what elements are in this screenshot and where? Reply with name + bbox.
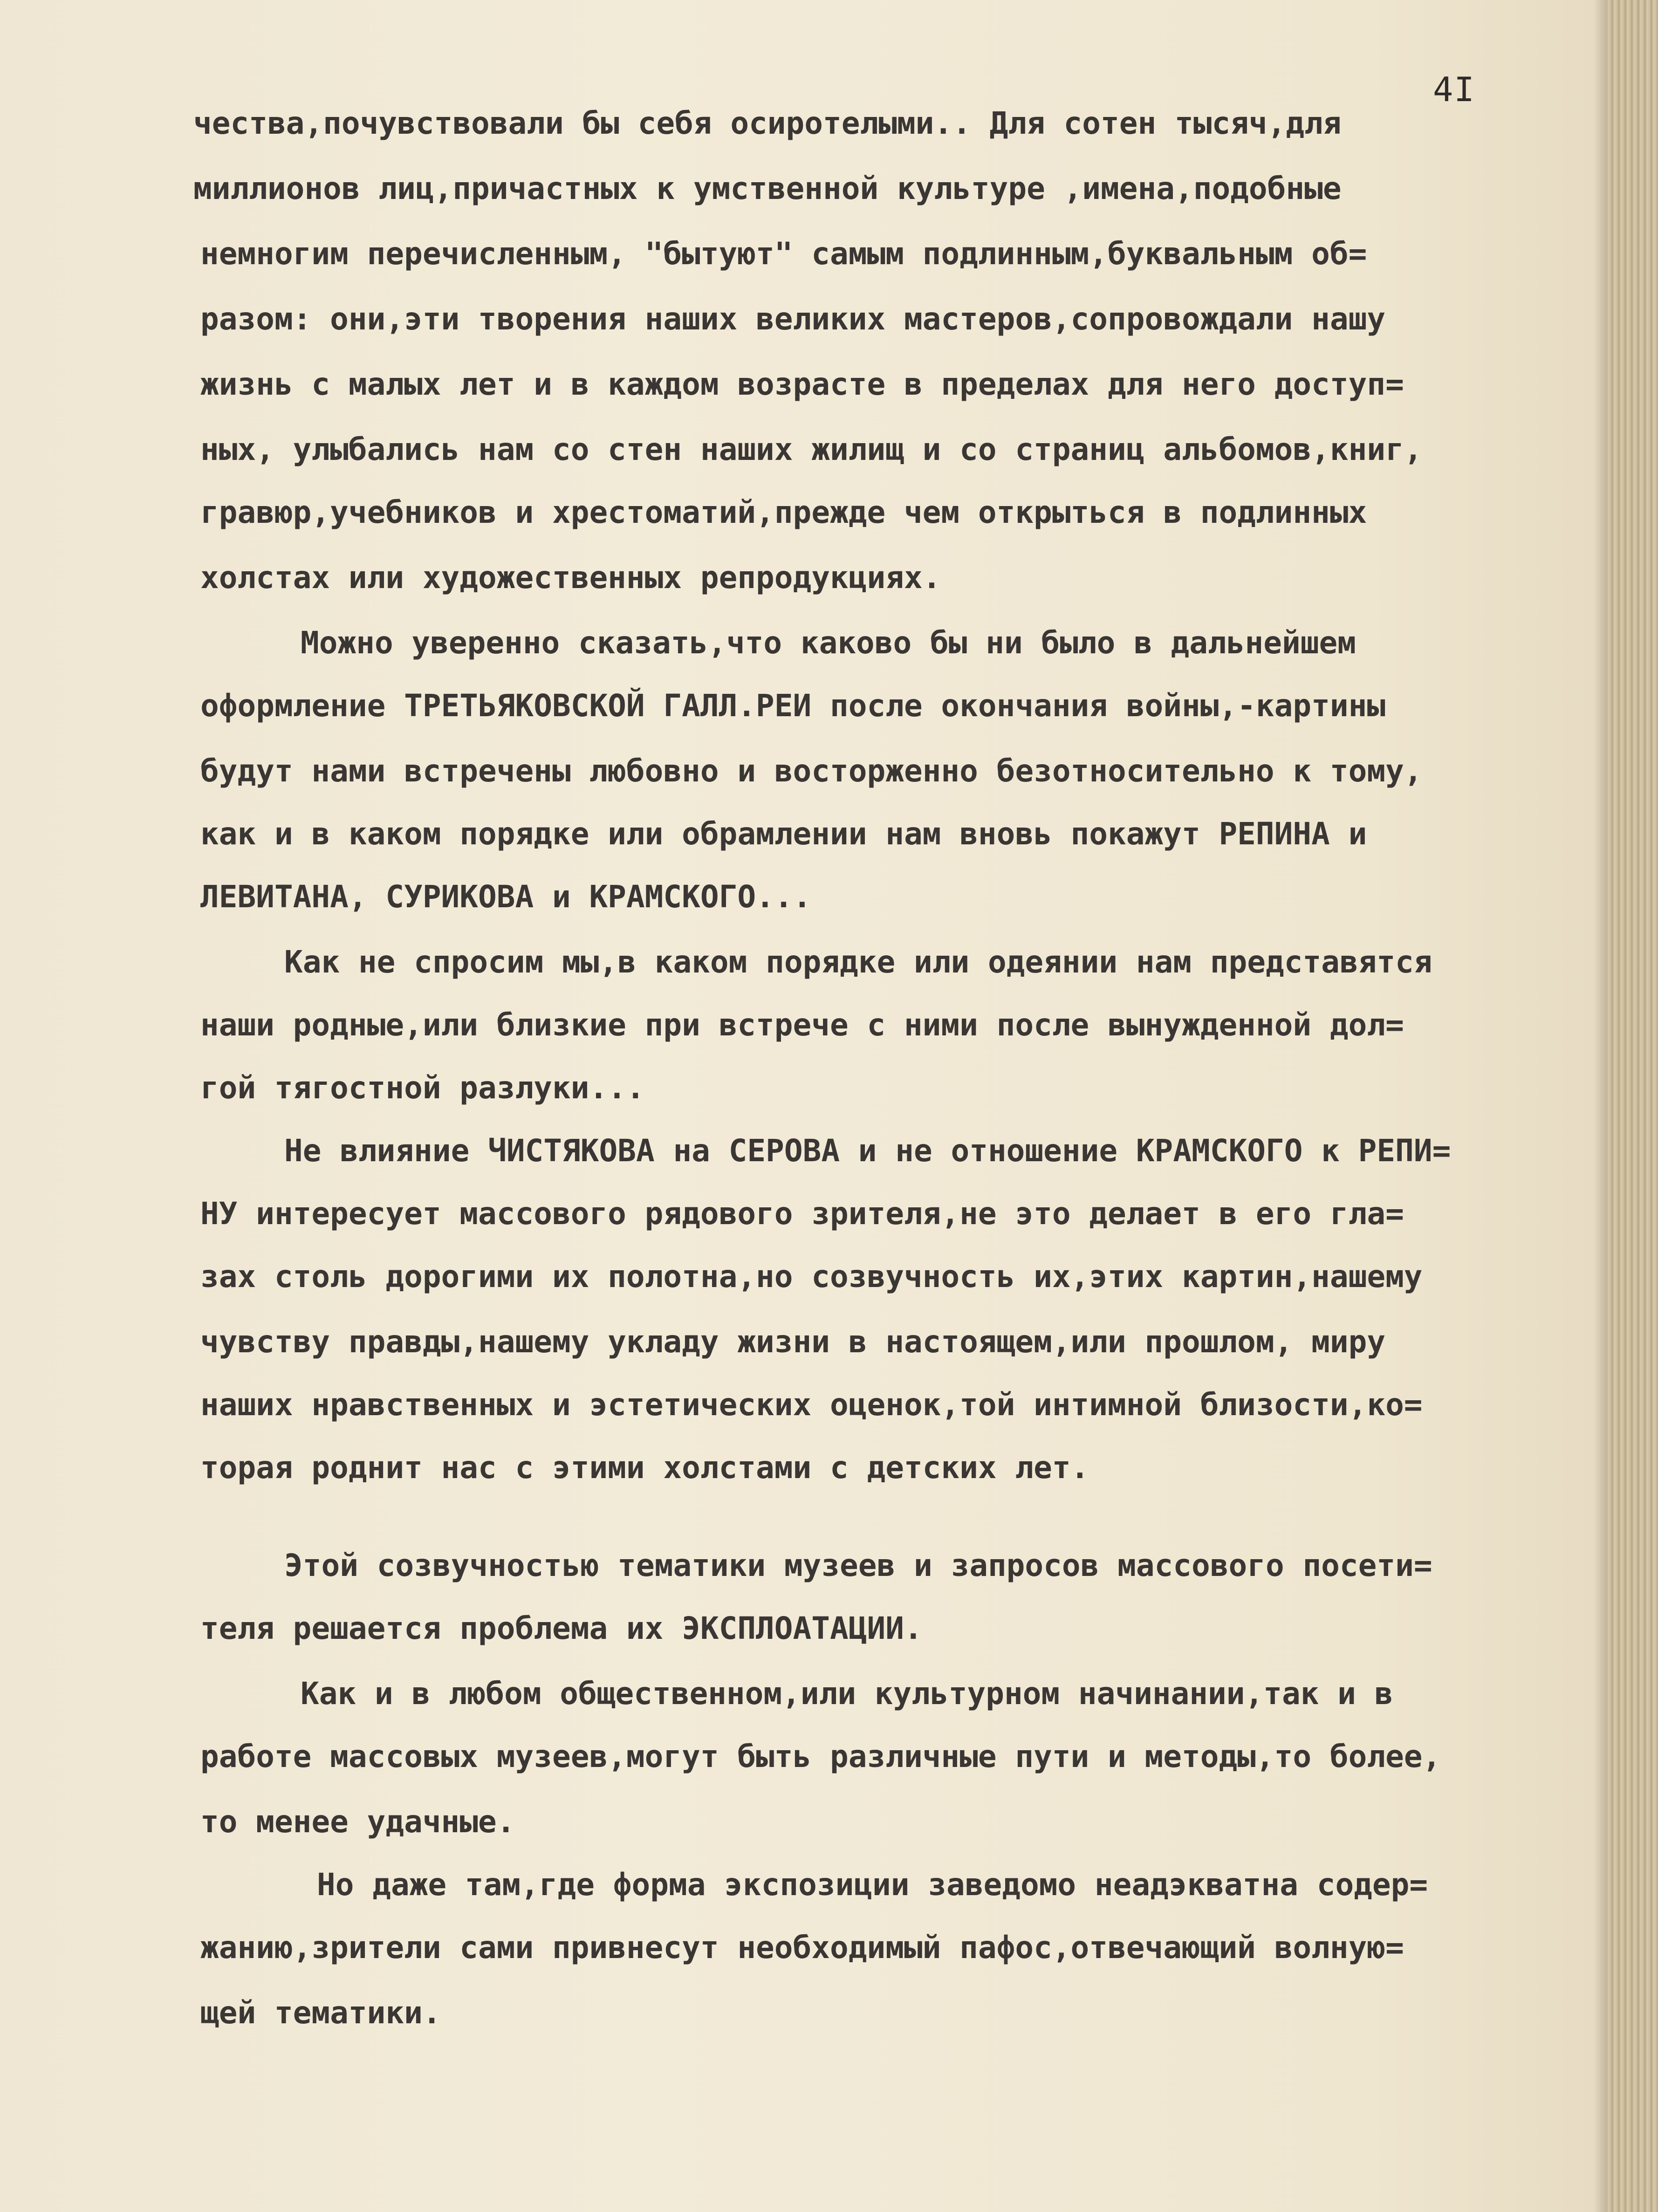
text-line: оформление ТРЕТЬЯКОВСКОЙ ГАЛЛ.РЕИ после окончания войны,-картины [200, 688, 1386, 724]
text-line: наши родные,или близкие при встрече с ними после вынужденной дол= [200, 1007, 1404, 1043]
page-number: 4I [1433, 70, 1475, 109]
text-line: ных, улыбались нам со стен наших жилищ и со страниц альбомов,книг, [200, 431, 1423, 467]
text-line: немногим перечисленным, "бытуют" самым подлинным,буквальным об= [200, 236, 1367, 272]
text-line: то менее удачные. [200, 1804, 515, 1840]
text-line: зах столь дорогими их полотна,но созвучность их,этих картин,нашему [200, 1259, 1423, 1294]
text-line: наших нравственных и эстетических оценок,той интимной близости,ко= [200, 1387, 1423, 1423]
text-line: чества,почувствовали бы себя осиротелыми.. Для сотен тысяч,для [193, 105, 1342, 141]
text-line: разом: они,эти творения наших великих мастеров,сопровождали нашу [200, 301, 1386, 337]
text-line: работе массовых музеев,могут быть различные пути и методы,то более, [200, 1739, 1441, 1774]
text-line: холстах или художественных репродукциях. [200, 560, 941, 596]
text-line: Как не спросим мы,в каком порядке или одеянии нам представятся [284, 944, 1432, 980]
text-line: Не влияние ЧИСТЯКОВА на СЕРОВА и не отношение КРАМСКОГО к РЕПИ= [284, 1133, 1451, 1169]
text-line: Но даже там,где форма экспозиции заведомо неадэкватна содер= [317, 1867, 1428, 1903]
text-line: жанию,зрители сами привнесут необходимый пафос,отвечающий волную= [200, 1930, 1404, 1965]
text-line: чувству правды,нашему укладу жизни в настоящем,или прошлом, миру [200, 1324, 1386, 1360]
text-line: щей тематики. [200, 1995, 441, 2031]
text-line: миллионов лиц,причастных к умственной культуре ,имена,подобные [193, 171, 1342, 206]
text-line: будут нами встречены любовно и восторженно безотносительно к тому, [200, 753, 1423, 789]
text-line: как и в каком порядке или обрамлении нам вновь покажут РЕПИНА и [200, 816, 1367, 852]
text-line: Как и в любом общественном,или культурном начинании,так и в [301, 1676, 1393, 1712]
text-line: торая роднит нас с этими холстами с детских лет. [200, 1450, 1089, 1486]
text-line: гравюр,учебников и хрестоматий,прежде чем открыться в подлинных [200, 494, 1367, 530]
page-edges [1608, 0, 1658, 2212]
text-line: ЛЕВИТАНА, СУРИКОВА и КРАМСКОГО... [200, 879, 812, 915]
text-line: Можно уверенно сказать,что каково бы ни было в дальнейшем [301, 625, 1356, 661]
text-line: гой тягостной разлуки... [200, 1070, 645, 1106]
text-line: теля решается проблема их ЭКСПЛОАТАЦИИ. [200, 1610, 923, 1646]
text-line: Этой созвучностью тематики музеев и запросов массового посети= [284, 1548, 1432, 1583]
text-line: НУ интересует массового рядового зрителя,не это делает в его гла= [200, 1196, 1404, 1232]
text-line: жизнь с малых лет и в каждом возрасте в пределах для него доступ= [200, 366, 1404, 402]
